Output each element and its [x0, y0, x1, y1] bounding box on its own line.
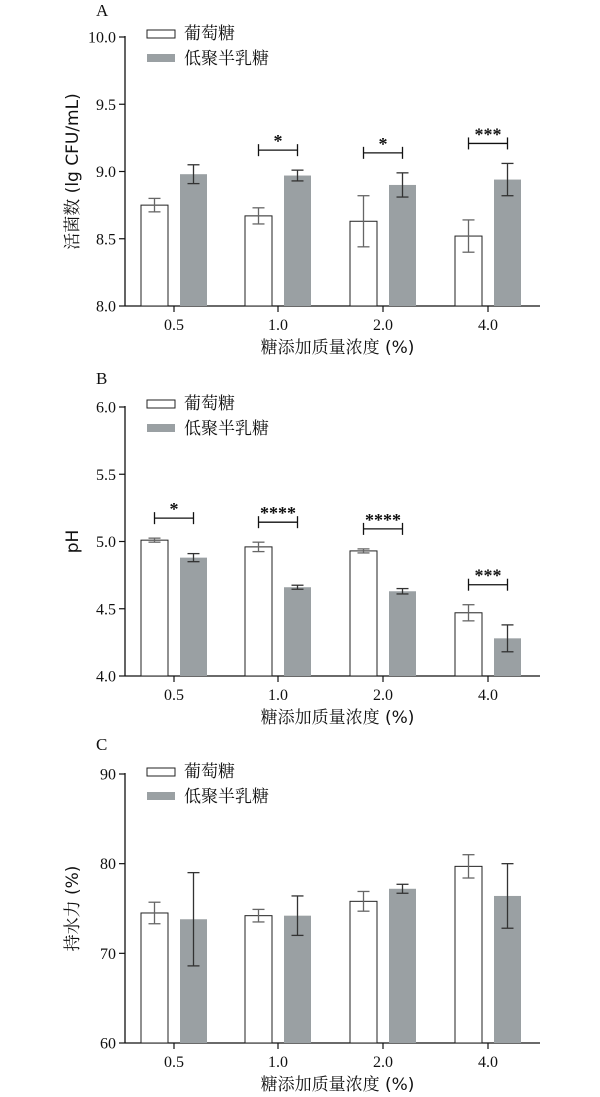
- y-tick-label: 8.5: [96, 231, 116, 249]
- legend-label-gos: 低聚半乳糖: [184, 49, 269, 69]
- x-tick-label: 1.0: [268, 1054, 288, 1071]
- panel-label: B: [96, 369, 108, 388]
- legend-swatch-glucose: [147, 400, 175, 408]
- y-axis-title: pH: [63, 529, 83, 554]
- y-tick-label: 5.5: [96, 466, 116, 484]
- x-tick-label: 4.0: [478, 1054, 498, 1071]
- bar-gos: [180, 174, 207, 306]
- significance-label: *: [273, 131, 283, 152]
- x-axis-title: 糖添加质量浓度 (%): [260, 1075, 415, 1095]
- x-tick-label: 2.0: [373, 687, 393, 704]
- bar-gos: [284, 176, 311, 306]
- x-tick-label: 0.5: [164, 687, 184, 704]
- bar-glucose: [245, 916, 272, 1043]
- y-tick-label: 6.0: [96, 399, 116, 417]
- bar-glucose: [245, 216, 272, 306]
- y-tick-label: 5.0: [96, 534, 116, 551]
- legend-swatch-gos: [147, 424, 175, 432]
- bar-glucose: [141, 205, 168, 306]
- y-tick-label: 70: [100, 945, 116, 963]
- x-tick-label: 4.0: [478, 317, 498, 334]
- x-axis-title: 糖添加质量浓度 (%): [260, 708, 415, 728]
- significance-label: ****: [365, 509, 401, 530]
- y-tick-label: 9.0: [96, 164, 116, 181]
- bar-glucose: [141, 540, 168, 676]
- y-tick-label: 4.0: [96, 668, 116, 686]
- legend-label-gos: 低聚半乳糖: [184, 787, 269, 807]
- legend-swatch-glucose: [147, 30, 175, 38]
- x-tick-label: 0.5: [164, 1054, 184, 1071]
- bar-gos: [180, 558, 207, 676]
- y-tick-label: 8.0: [96, 298, 116, 316]
- significance-label: ***: [474, 565, 502, 586]
- legend-label-gos: 低聚半乳糖: [184, 419, 269, 439]
- significance-label: *: [169, 499, 179, 520]
- y-tick-label: 90: [100, 766, 116, 784]
- y-tick-label: 80: [100, 856, 116, 874]
- significance-label: ****: [260, 503, 296, 524]
- bar-gos: [389, 591, 416, 676]
- y-tick-label: 10.0: [88, 29, 116, 47]
- legend-label-glucose: 葡萄糖: [184, 24, 235, 44]
- x-tick-label: 1.0: [268, 317, 288, 334]
- bar-glucose: [350, 551, 377, 676]
- y-tick-label: 4.5: [96, 601, 116, 619]
- x-axis-title: 糖添加质量浓度 (%): [260, 338, 415, 358]
- bar-glucose: [245, 547, 272, 676]
- y-tick-label: 60: [100, 1035, 116, 1053]
- panel-label: A: [96, 1, 109, 20]
- bar-gos: [389, 889, 416, 1043]
- x-tick-label: 4.0: [478, 687, 498, 704]
- y-axis-title: 持水力 (%): [63, 865, 83, 952]
- y-tick-label: 9.5: [96, 96, 116, 114]
- panel-label: C: [96, 735, 108, 754]
- x-tick-label: 2.0: [373, 1054, 393, 1071]
- y-axis-title: 活菌数 (lg CFU/mL): [63, 93, 83, 250]
- bar-glucose: [350, 901, 377, 1043]
- x-tick-label: 0.5: [164, 317, 184, 334]
- legend-swatch-gos: [147, 54, 175, 62]
- bar-glucose: [455, 866, 482, 1043]
- legend-label-glucose: 葡萄糖: [184, 762, 235, 782]
- bar-glucose: [455, 613, 482, 676]
- significance-label: *: [378, 133, 388, 154]
- x-tick-label: 2.0: [373, 317, 393, 334]
- legend-swatch-gos: [147, 792, 175, 800]
- x-tick-label: 1.0: [268, 687, 288, 704]
- legend-swatch-glucose: [147, 768, 175, 776]
- bar-gos: [494, 180, 521, 306]
- legend-label-glucose: 葡萄糖: [184, 394, 235, 414]
- bar-glucose: [141, 913, 168, 1043]
- significance-label: ***: [474, 124, 502, 145]
- bar-gos: [389, 185, 416, 306]
- bar-gos: [284, 587, 311, 676]
